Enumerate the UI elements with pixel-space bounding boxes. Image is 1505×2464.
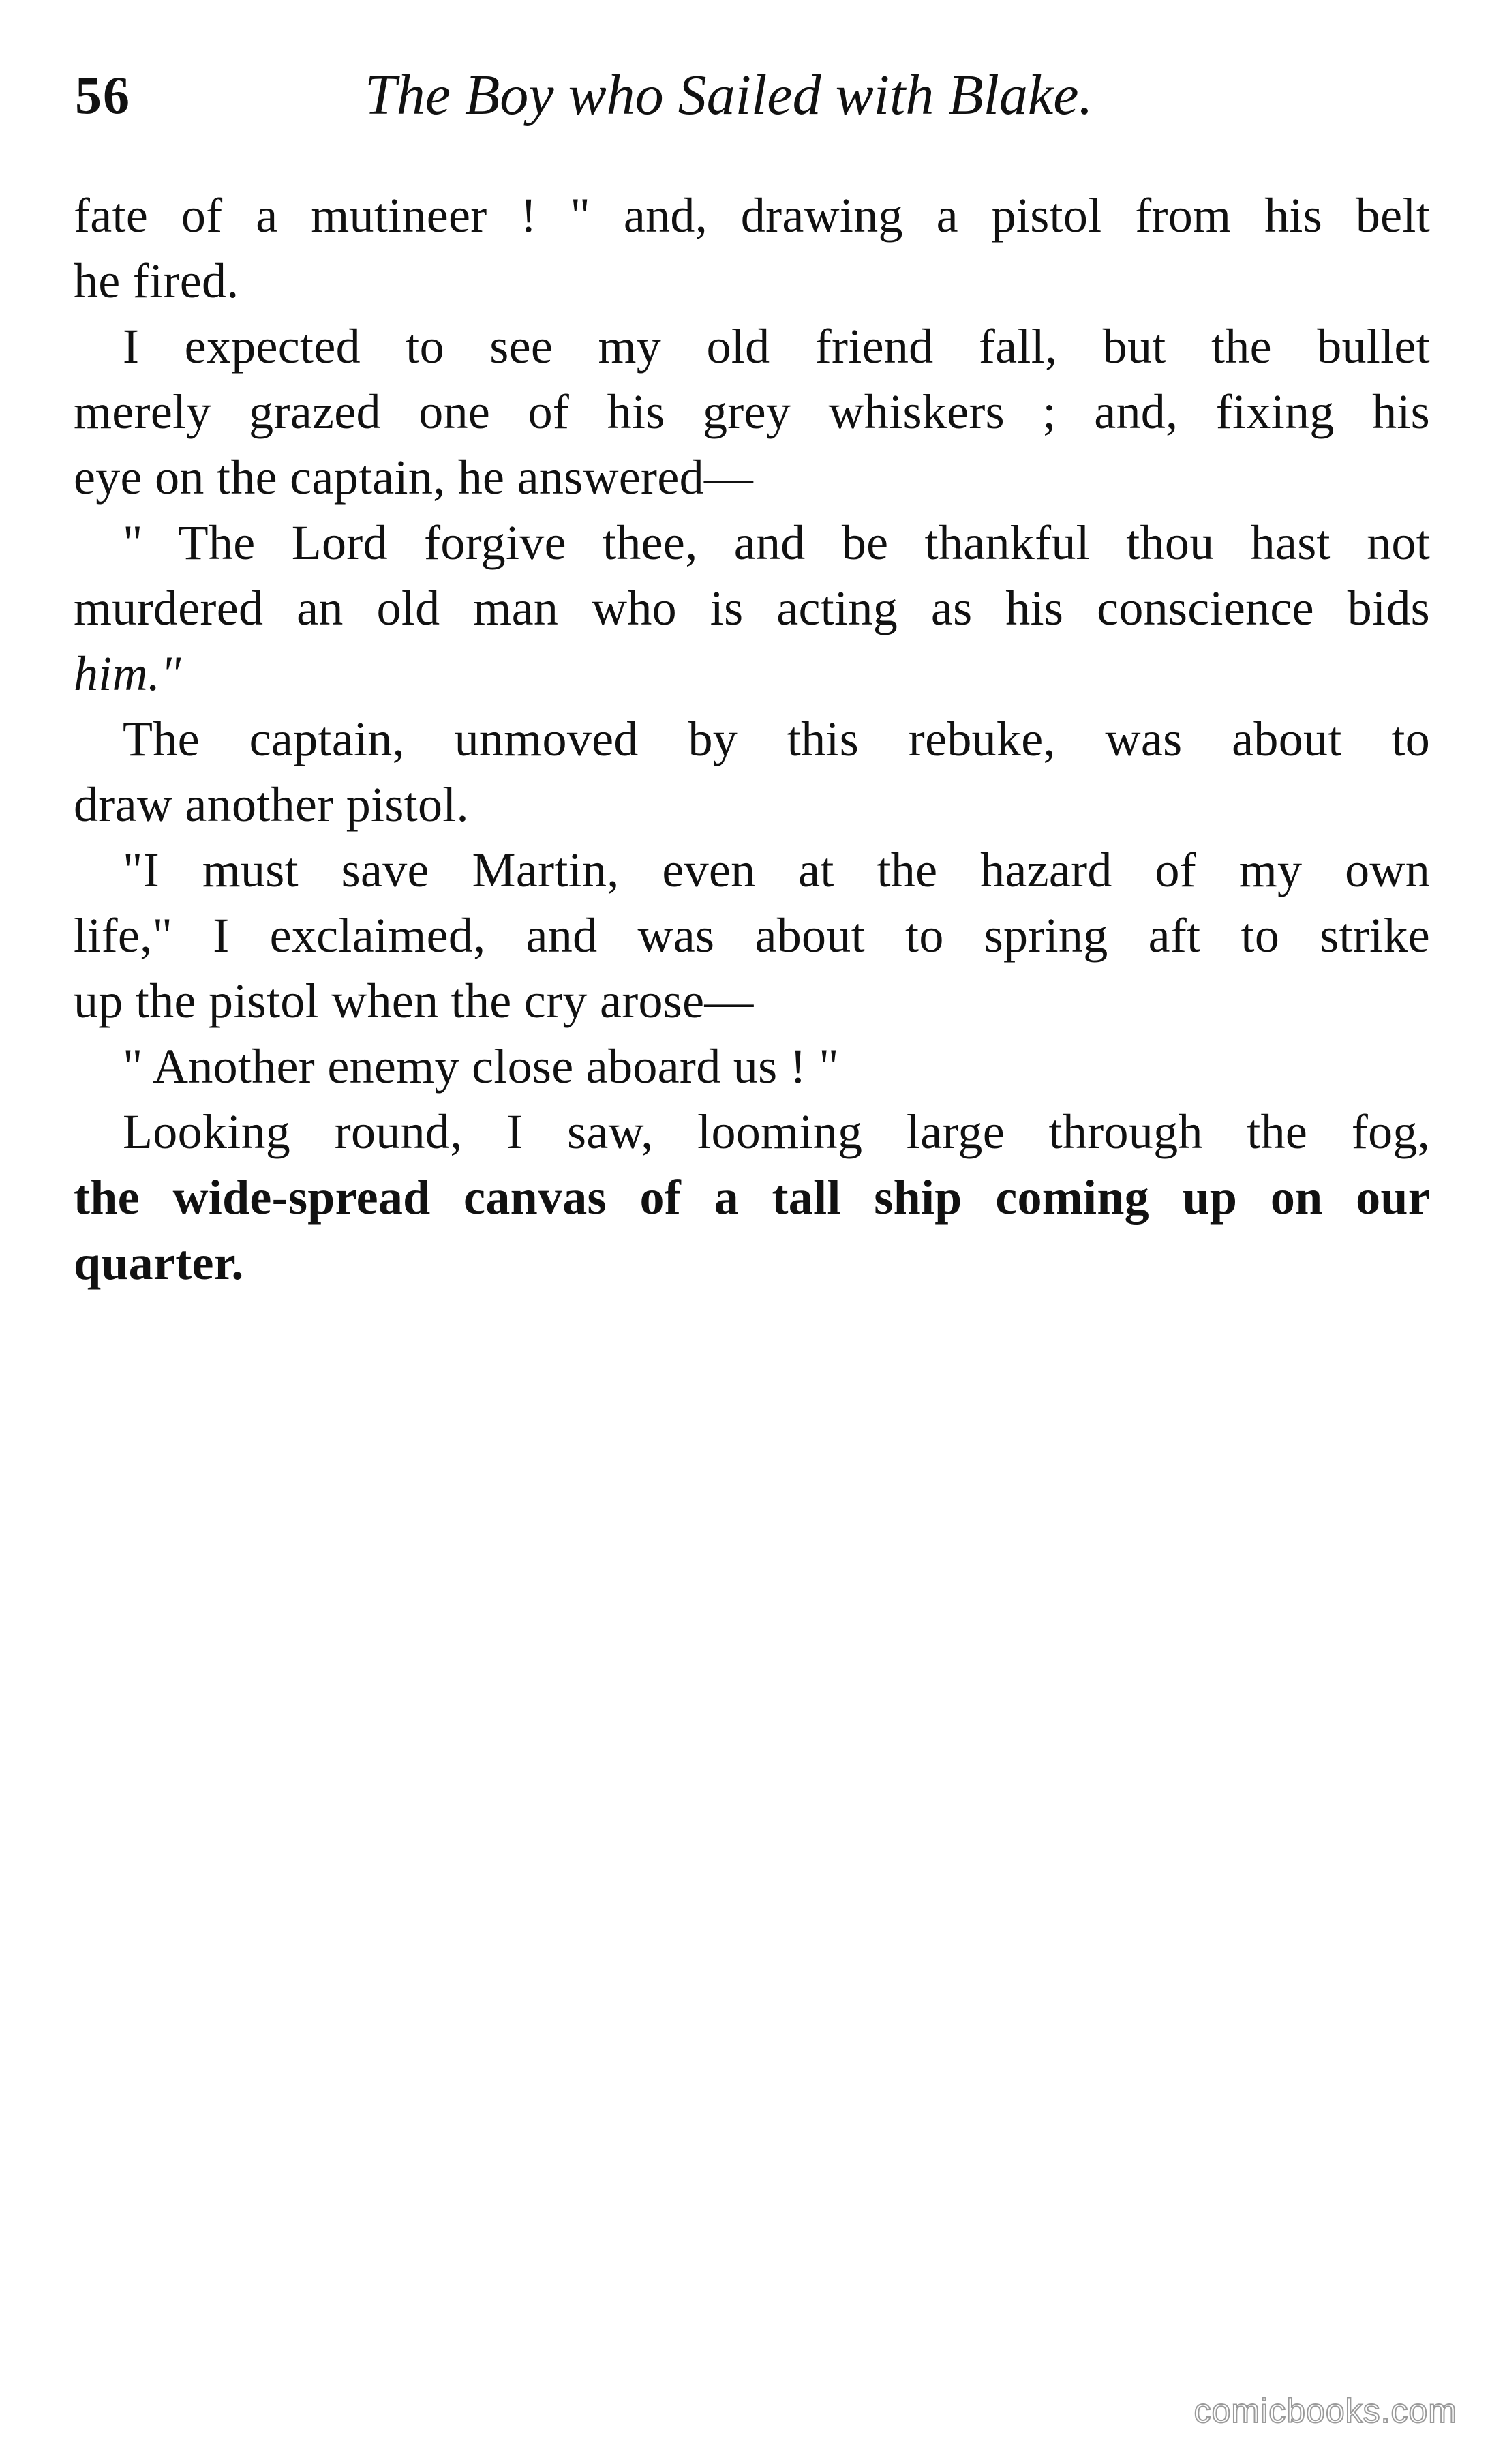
text-line: " The Lord forgive thee, and be thankful thou hast not [123,515,1430,570]
running-title: The Boy who Sailed with Blake. [365,63,1093,127]
text-line: him." [74,646,181,701]
text-line: merely grazed one of his grey whiskers ; and, fixing his [74,385,1430,439]
watermark: comicbooks.com [1194,2392,1457,2430]
text-line: I expected to see my old friend fall, but the bullet [123,319,1430,374]
page-number: 56 [75,65,131,125]
text-line: the wide-spread canvas of a tall ship coming up on our [74,1170,1430,1225]
text-line: he fired. [74,254,239,308]
text-line: draw another pistol. [74,777,469,832]
text-line: " Another enemy close aboard us ! " [123,1039,839,1094]
text-line: fate of a mutineer ! " and, drawing a pistol from his belt [74,188,1430,243]
text-line: up the pistol when the cry arose— [74,974,754,1028]
text-line: quarter. [74,1235,244,1290]
text-line: Looking round, I saw, looming large through the fog, [123,1105,1430,1159]
text-line: life," I exclaimed, and was about to spring aft to strike [74,908,1430,963]
text-line: "I must save Martin, even at the hazard of my own [123,843,1430,897]
text-line: The captain, unmoved by this rebuke, was about to [123,712,1430,766]
text-line: murdered an old man who is acting as his conscience bids [74,581,1430,635]
text-line: eye on the captain, he answered— [74,450,754,505]
body-text [74,183,1430,1295]
